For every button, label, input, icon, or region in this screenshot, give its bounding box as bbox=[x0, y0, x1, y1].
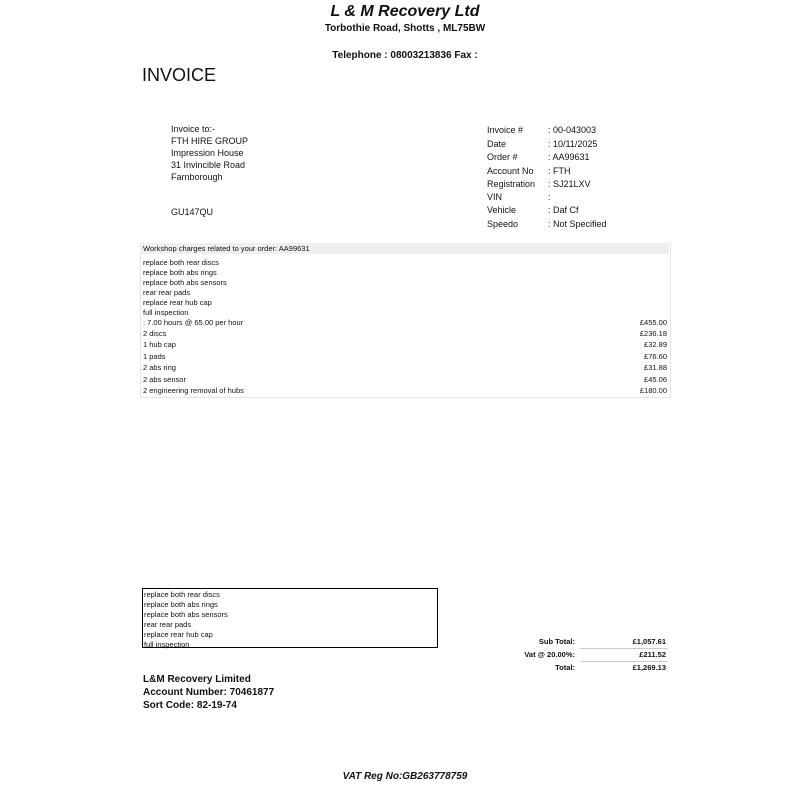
meta-value-invoice-number: : 00-043003 bbox=[548, 125, 597, 135]
charge-description: 2 abs sensor bbox=[143, 375, 186, 384]
meta-label-date: Date bbox=[487, 139, 507, 149]
note-line: full inspection bbox=[144, 640, 190, 649]
charge-description: 1 hub cap bbox=[143, 340, 176, 349]
meta-value-vehicle: : Daf Cf bbox=[548, 205, 579, 215]
totals-divider bbox=[580, 648, 668, 649]
bill-to-line: FTH HIRE GROUP bbox=[171, 136, 249, 146]
total-value: £1,269.13 bbox=[632, 663, 666, 672]
bill-to-line: Farnborough bbox=[171, 172, 223, 182]
meta-value-account: : FTH bbox=[548, 166, 571, 176]
meta-value-speedo: : Not Specified bbox=[548, 219, 607, 229]
bill-to-heading: Invoice to:- bbox=[171, 124, 216, 134]
charge-amount: £455.00 bbox=[639, 318, 667, 327]
company-name: L & M Recovery Ltd bbox=[330, 3, 480, 20]
bank-account-number: Account Number: 70461877 bbox=[143, 687, 275, 698]
work-line: replace both rear discs bbox=[143, 258, 219, 267]
bill-to-line: 31 Invincible Road bbox=[171, 160, 246, 170]
meta-label-vin: VIN bbox=[487, 192, 503, 202]
totals-divider bbox=[580, 661, 668, 662]
note-line: replace both rear discs bbox=[144, 590, 220, 599]
meta-label-speedo: Speedo bbox=[487, 219, 519, 229]
meta-value-date: : 10/11/2025 bbox=[548, 139, 598, 149]
total-label: Total: bbox=[555, 663, 575, 672]
charge-amount: £76.60 bbox=[644, 352, 667, 361]
note-line: replace rear hub cap bbox=[144, 630, 213, 639]
note-line: replace both abs rings bbox=[144, 600, 218, 609]
bank-sort-code: Sort Code: 82-19-74 bbox=[143, 700, 237, 711]
note-line: replace both abs sensors bbox=[144, 610, 228, 619]
charge-amount: £32.89 bbox=[644, 340, 667, 349]
work-line: full inspection bbox=[143, 308, 189, 317]
vat-registration: VAT Reg No:GB263778759 bbox=[342, 771, 468, 782]
subtotal-value: £1,057.61 bbox=[632, 637, 666, 646]
invoice-title: INVOICE bbox=[142, 65, 217, 85]
charge-amount: £180.00 bbox=[639, 386, 667, 395]
work-line: replace both abs sensors bbox=[143, 278, 227, 287]
charge-amount: £45.06 bbox=[644, 375, 667, 384]
work-line: rear rear pads bbox=[143, 288, 191, 297]
charge-amount: £236.18 bbox=[639, 329, 667, 338]
bill-to-line: Impression House bbox=[171, 148, 244, 158]
charge-description: : 7.00 hours @ 65.00 per hour bbox=[143, 318, 244, 327]
meta-value-order: : AA99631 bbox=[548, 152, 590, 162]
meta-value-registration: : SJ21LXV bbox=[548, 179, 591, 189]
charge-amount: £31.88 bbox=[644, 363, 667, 372]
meta-value-vin: : bbox=[548, 192, 551, 202]
telephone-line: Telephone : 08003213836 Fax : bbox=[332, 50, 478, 61]
work-line: replace rear hub cap bbox=[143, 298, 212, 307]
charge-description: 2 abs ring bbox=[143, 363, 176, 372]
meta-label-registration: Registration bbox=[487, 179, 536, 189]
bank-name: L&M Recovery Limited bbox=[143, 674, 251, 685]
note-line: rear rear pads bbox=[144, 620, 192, 629]
vat-label: Vat @ 20.00%: bbox=[524, 650, 575, 659]
meta-label-order: Order # bbox=[487, 152, 518, 162]
charge-description: 2 discs bbox=[143, 329, 167, 338]
work-line: replace both abs rings bbox=[143, 268, 217, 277]
charge-description: 1 pads bbox=[143, 352, 166, 361]
subtotal-label: Sub Total: bbox=[538, 637, 575, 646]
meta-label-account: Account No bbox=[487, 166, 534, 176]
charges-header: Workshop charges related to your order: AA99631 bbox=[140, 243, 669, 254]
company-address: Torbothie Road, Shotts , ML75BW bbox=[324, 23, 486, 34]
meta-label-invoice-number: Invoice # bbox=[487, 125, 524, 135]
charge-description: 2 engineering removal of hubs bbox=[143, 386, 244, 395]
bill-to-postcode: GU147QU bbox=[171, 207, 214, 217]
vat-value: £211.52 bbox=[639, 650, 666, 659]
meta-label-vehicle: Vehicle bbox=[487, 205, 517, 215]
